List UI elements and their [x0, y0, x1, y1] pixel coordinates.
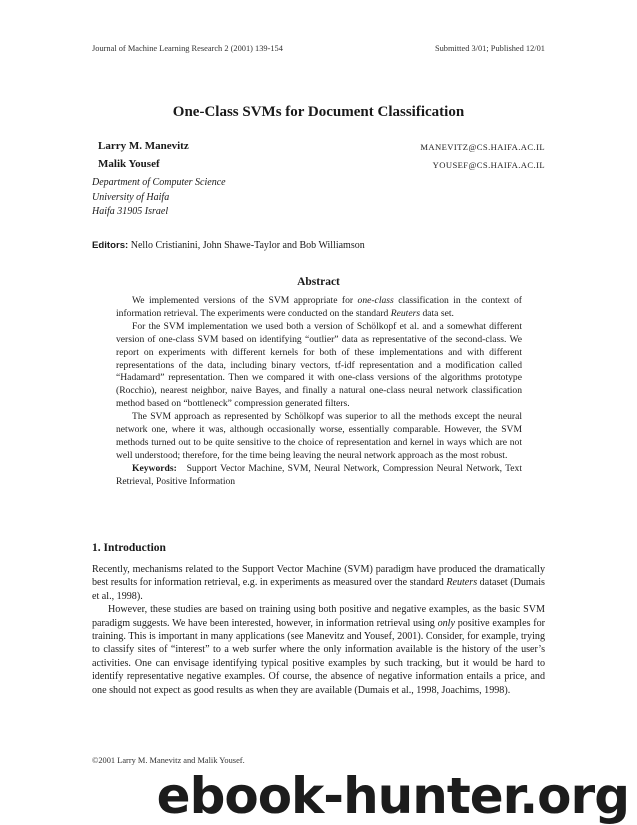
author-email[interactable]: MANEVITZ@CS.HAIFA.AC.IL [420, 142, 545, 152]
editors-names: Nello Cristianini, John Shawe-Taylor and Bob Williamson [130, 240, 365, 251]
copyright-footer: ©2001 Larry M. Manevitz and Malik Yousef. [92, 756, 245, 765]
running-head [92, 44, 545, 53]
editors-label: Editors: [92, 240, 129, 251]
keywords-list: Support Vector Machine, SVM, Neural Network, Compression Neural Network, Text Retrieval, Positive Information [116, 462, 522, 487]
editors-line [92, 240, 365, 251]
affiliation-line: University of Haifa [92, 191, 170, 203]
body-paragraph: However, these studies are based on training using both positive and negative examples, as the basic SVM paradigm suggests. We have been interested, however, in information retrieval using only positive examples for training. This is important in many applications (see Manevitz and Yousef, 2001). Consider, for example, trying to classify sites of “interest” to a web surfer where the only information available is the history of the user’s activities. One can envisage identifying typical positive examples by such tracking, but it would be hard to identify representative negative examples. Of course, the absence of negative information entails a price, and one should not expect as good results as when they are available (Dumais et al., 1998, Joachims, 1998). [92, 604, 545, 696]
submission-dates: Submitted 3/01; Published 12/01 [434, 44, 545, 53]
paper-title: One-Class SVMs for Document Classification [172, 104, 465, 120]
author-name: Malik Yousef [98, 158, 160, 170]
author-email[interactable]: YOUSEF@CS.HAIFA.AC.IL [432, 160, 545, 170]
abstract-heading: Abstract [297, 276, 340, 288]
journal-citation: Journal of Machine Learning Research 2 (2001) 139-154 [92, 44, 283, 53]
abstract-paragraph: The SVM approach as represented by Schölkopf was superior to all the methods except the neural network one, where it was, although occasionally worse, essentially comparable. However, the SVM methods turned out to be quite sensitive to the choice of representation and kernel in ways which are not well understood; therefore, for the time being leaving the neural network approach as the most robust. [116, 411, 522, 461]
section-heading: 1. Introduction [92, 542, 166, 554]
keywords [116, 463, 522, 489]
abstract-paragraph: For the SVM implementation we used both a version of Schölkopf et al. and a somewhat different version of one-class SVM based on identifying “outlier” data as representative of the second-class. We report on experiments with different kernels for both of these implementations and with different representations of the data, including binary vectors, tf-idf representation and a modification called “Hadamard” representation. Then we compared it with one-class versions of the algorithms prototype (Rocchio), nearest neighbor, naive Bayes, and finally a natural one-class neural network classification method based on “bottleneck” compression generated filters. [116, 320, 522, 410]
author-name: Larry M. Manevitz [98, 140, 189, 152]
abstract-body [116, 295, 522, 489]
section-body [92, 563, 545, 697]
affiliation-line: Department of Computer Science [92, 177, 226, 188]
affiliation [92, 176, 226, 220]
body-paragraph: Recently, mechanisms related to the Support Vector Machine (SVM) paradigm have produced the dramatically best results for information retrieval, e.g. in experiments as measured over the standard Reuters dataset (Dumais et al., 1998). [92, 564, 545, 602]
affiliation-line: Haifa 31905 Israel [92, 206, 169, 217]
keywords-label: Keywords: [132, 462, 177, 474]
watermark-text: ebook-hunter.org [156, 767, 629, 825]
abstract-paragraph: We implemented versions of the SVM appropriate for one-class classification in the context of information retrieval. The experiments were conducted on the standard Reuters data set. [116, 295, 522, 319]
